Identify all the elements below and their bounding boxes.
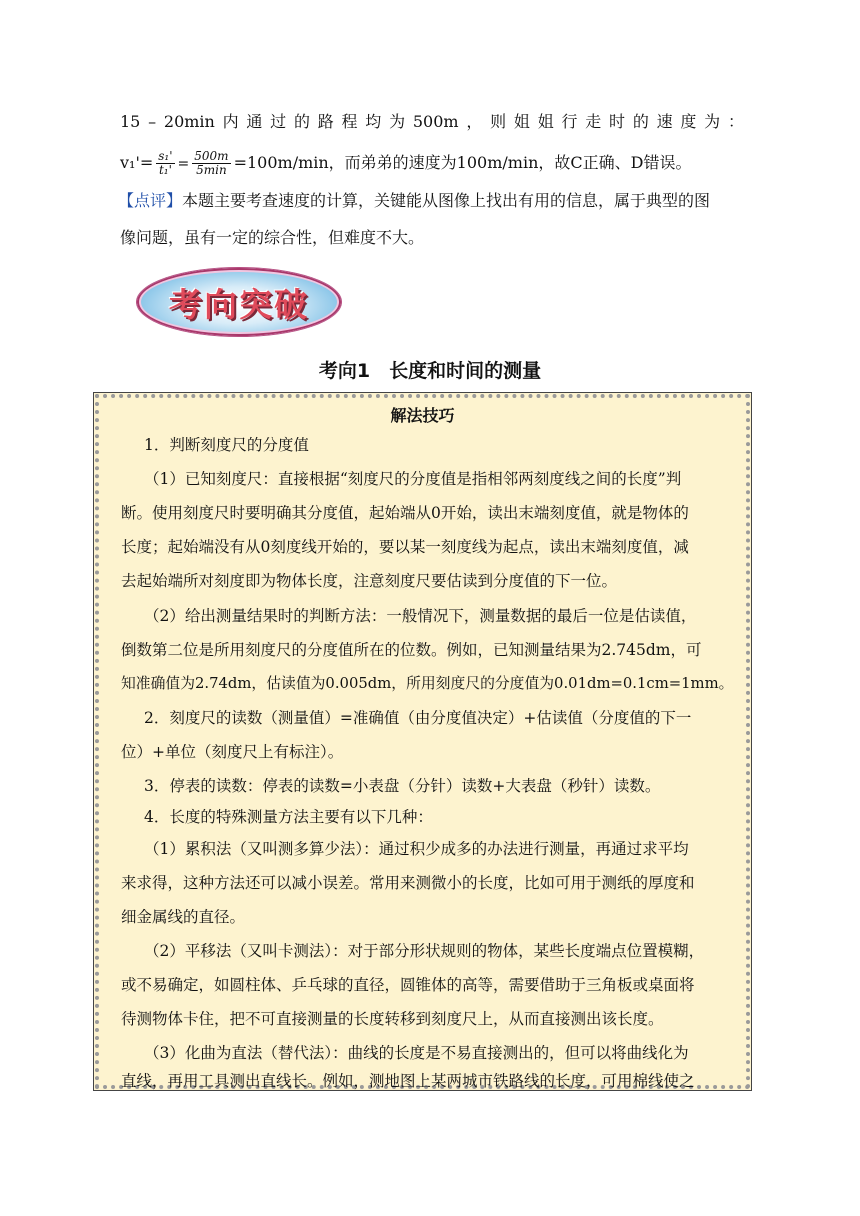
tips-line: 直线，再用工具测出直线长。例如，测地图上某两城市铁路线的长度，可用棉线使之 <box>121 1072 695 1090</box>
tips-box-title: 解法技巧 <box>390 406 455 425</box>
solution-line-1 <box>120 112 744 132</box>
solution-line-1-token: 时 <box>609 112 626 131</box>
solution-line-1-token: 速 <box>656 112 673 131</box>
tips-line: 去起始端所对刻度即为物体长度，注意刻度尺要估读到分度值的下一位。 <box>121 572 618 590</box>
fraction-500m-over-5min: $\frac{500m}{5\min}$ <box>194 149 229 177</box>
section-title: 考向1 长度和时间的测量 <box>318 360 542 382</box>
fraction-s-over-t: $\frac{\text{s₁'}}{\text{t₁'}}$ <box>158 149 173 177</box>
tips-line: （3）化曲为直法（替代法）：曲线的长度是不易直接测出的，但可以将曲线化为 <box>144 1044 689 1062</box>
tips-line: 来求得，这种方法还可以减小误差。常用来测微小的长度，比如可用于测纸的厚度和 <box>121 874 695 892</box>
solution-line-1-token: 内 <box>222 112 239 131</box>
solution-line-1-token: 行 <box>561 112 578 131</box>
solution-line-1-token: 过 <box>270 112 287 131</box>
velocity-formula: $\frac{\text{s₁'}}{\text{t₁'}}$ = $\frac{500m}{5\min}$ <box>158 149 229 177</box>
solution-line-1-token: 通 <box>246 112 263 131</box>
comment-line-2: 像问题，虽有一定的综合性，但难度不大。 <box>120 228 425 247</box>
solution-line-1-token: 为 <box>704 112 721 131</box>
section-badge <box>137 268 341 336</box>
tips-line: 待测物体卡住，把不可直接测量的长度转移到刻度尺上，从而直接测出该长度。 <box>121 1010 664 1028</box>
solution-line-2-text: =100m/min，而弟弟的速度为100m/min，故C正确、D错误。 <box>233 153 692 172</box>
tips-line: 倒数第二位是所用刻度尺的分度值所在的位数。例如，已知测量结果为2.745dm，可 <box>121 641 702 659</box>
solution-line-1-token: ： <box>727 112 744 131</box>
tips-line: 4．长度的特殊测量方法主要有以下几种： <box>144 808 433 826</box>
tips-line: （1）累积法（又叫测多算少法）：通过积少成多的办法进行测量，再通过求平均 <box>144 840 689 858</box>
tips-line: 1．判断刻度尺的分度值 <box>144 436 309 454</box>
solution-line-1-token: 20min <box>163 112 215 131</box>
solution-line-1-token: 姐 <box>537 112 554 131</box>
solution-line-1-token: 的 <box>293 112 310 131</box>
solution-line-1-token: ， <box>466 112 483 131</box>
solution-line-2 <box>120 150 691 177</box>
tips-line: （1）已知刻度尺：直接根据“刻度尺的分度值是指相邻两刻度线之间的长度”判 <box>144 470 682 488</box>
comment-tag: 【点评】 <box>118 191 183 210</box>
tips-box <box>93 392 752 1091</box>
tips-line: 知准确值为2.74dm，估读值为0.005dm，所用刻度尺的分度值为0.01dm=0.1cm=1mm。 <box>121 675 734 692</box>
tips-line: 断。使用刻度尺时要明确其分度值，起始端从0开始，读出末端刻度值，就是物体的 <box>121 504 689 522</box>
comment-line-1: 【点评】本题主要考查速度的计算，关键能从图像上找出有用的信息，属于典型的图 <box>118 191 711 210</box>
solution-line-1-token: 姐 <box>513 112 530 131</box>
tips-line: 3．停表的读数：停表的读数=小表盘（分针）读数+大表盘（秒针）读数。 <box>144 777 661 795</box>
solution-line-1-token: 路 <box>317 112 334 131</box>
solution-line-1-token: 为 <box>389 112 406 131</box>
tips-line: 长度；起始端没有从0刻度线开始的，要以某一刻度线为起点，读出末端刻度值，减 <box>121 538 689 556</box>
velocity-symbol: v₁'= <box>120 153 154 172</box>
tips-line: 2．刻度尺的读数（测量值）=准确值（由分度值决定）+估读值（分度值的下一 <box>144 709 692 727</box>
section-badge-text: 考向突破 <box>169 284 309 324</box>
solution-line-1-token: 度 <box>680 112 697 131</box>
tips-line: （2）给出测量结果时的判断方法：一般情况下，测量数据的最后一位是估读值， <box>144 607 697 625</box>
solution-line-1-token: 的 <box>632 112 649 131</box>
tips-line: （2）平移法（又叫卡测法）：对于部分形状规则的物体，某些长度端点位置模糊， <box>144 942 705 960</box>
solution-line-1-token: – <box>148 112 157 131</box>
tips-line: 位）+单位（刻度尺上有标注）。 <box>121 743 344 761</box>
solution-line-1-token: 走 <box>585 112 602 131</box>
solution-line-1-token: 均 <box>365 112 382 131</box>
solution-line-1-token: 程 <box>341 112 358 131</box>
tips-line: 或不易确定，如圆柱体、乒乓球的直径，圆锥体的高等，需要借助于三角板或桌面将 <box>121 976 695 994</box>
solution-line-1-token: 15 <box>120 112 141 131</box>
solution-line-1-token: 则 <box>490 112 507 131</box>
solution-line-1-token: 500m <box>412 112 459 131</box>
tips-line: 细金属线的直径。 <box>121 908 246 926</box>
